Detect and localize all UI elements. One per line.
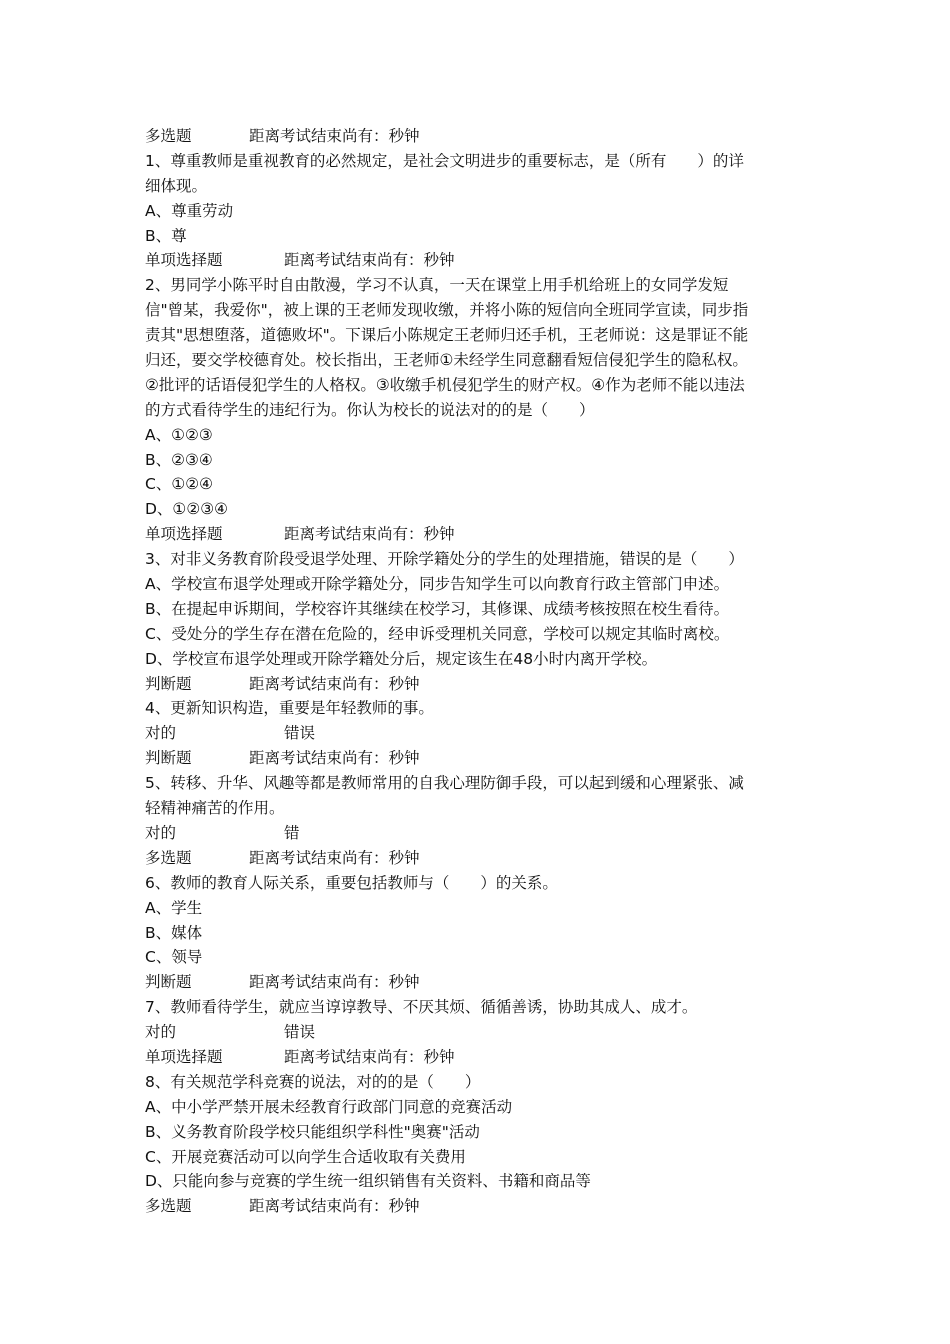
question-type-label: 判断题 — [145, 973, 192, 992]
option-false[interactable]: 错误 — [284, 1023, 316, 1042]
question-type-label: 单项选择题 — [145, 251, 223, 270]
question-text-line: 轻精神痛苦的作用。 — [145, 799, 285, 818]
answer-option[interactable]: C、领导 — [145, 948, 203, 967]
question-text-line: 6、教师的教育人际关系，重要包括教师与（ ）的关系。 — [145, 873, 558, 892]
question-type-header — [145, 846, 805, 871]
question-type-label: 单项选择题 — [145, 525, 223, 544]
answer-option[interactable]: A、学校宣布退学处理或开除学籍处分，同步告知学生可以向教育行政主管部门申述。 — [145, 575, 730, 594]
question-text-line: 7、教师看待学生，就应当谆谆教导、不厌其烦、循循善诱，协助其成人、成才。 — [145, 998, 698, 1017]
question-type-header — [145, 746, 805, 771]
question-type-header — [145, 1194, 805, 1219]
option-true[interactable]: 对的 — [145, 724, 177, 743]
question-type-header — [145, 970, 805, 995]
answer-option[interactable]: B、义务教育阶段学校只能组织学科性"奥赛"活动 — [145, 1122, 480, 1141]
question-text-line: ②批评的话语侵犯学生的人格权。③收缴手机侵犯学生的财产权。④作为老师不能以违法 — [145, 375, 745, 394]
question-text-line: 1、尊重教师是重视教育的必然规定，是社会文明进步的重要标志，是（所有 ）的详 — [145, 151, 744, 170]
exam-timer-text: 距离考试结束尚有：秒钟 — [249, 674, 420, 693]
option-true[interactable]: 对的 — [145, 1023, 177, 1042]
question-text-line: 信"曾某，我爱你"，被上课的王老师发现收缴，并将小陈的短信向全班同学宣读，同步指 — [145, 301, 749, 320]
question-text-line: 的方式看待学生的违纪行为。你认为校长的说法对的的是（ ） — [145, 400, 595, 419]
question-type-label: 判断题 — [145, 749, 192, 768]
question-type-label: 单项选择题 — [145, 1047, 223, 1066]
answer-option[interactable]: B、②③④ — [145, 450, 213, 469]
answer-option[interactable]: D、①②③④ — [145, 500, 229, 519]
question-type-header — [145, 124, 805, 149]
question-text-line: 4、更新知识构造，重要是年轻教师的事。 — [145, 699, 434, 718]
true-false-options — [145, 1020, 805, 1045]
answer-option[interactable]: C、受处分的学生存在潜在危险的，经申诉受理机关同意，学校可以规定其临时离校。 — [145, 624, 730, 643]
answer-option[interactable]: D、学校宣布退学处理或开除学籍处分后，规定该生在48小时内离开学校。 — [145, 649, 658, 668]
question-type-label: 多选题 — [145, 1197, 192, 1216]
answer-option[interactable]: C、开展竞赛活动可以向学生合适收取有关费用 — [145, 1147, 466, 1166]
question-type-label: 多选题 — [145, 127, 192, 145]
exam-timer-text: 距离考试结束尚有：秒钟 — [249, 1197, 420, 1216]
exam-timer-text: 距离考试结束尚有：秒钟 — [284, 1047, 455, 1066]
document-page — [145, 124, 805, 1219]
exam-timer-text: 距离考试结束尚有：秒钟 — [249, 127, 420, 145]
question-type-label: 多选题 — [145, 848, 192, 867]
option-true[interactable]: 对的 — [145, 823, 177, 842]
answer-option[interactable]: C、①②④ — [145, 475, 214, 494]
question-text-line: 责其"思想堕落，道德败坏"。下课后小陈规定王老师归还手机，王老师说：这是罪证不能 — [145, 326, 749, 345]
question-text-line: 5、转移、升华、风趣等都是教师常用的自我心理防御手段，可以起到缓和心理紧张、减 — [145, 774, 744, 793]
answer-option[interactable]: B、在提起申诉期间，学校容许其继续在校学习，其修课、成绩考核按照在校生看待。 — [145, 599, 730, 618]
question-type-header — [145, 522, 805, 547]
question-text-line: 2、男同学小陈平时自由散漫，学习不认真，一天在课堂上用手机给班上的女同学发短 — [145, 276, 729, 295]
exam-timer-text: 距离考试结束尚有：秒钟 — [249, 749, 420, 768]
question-type-header — [145, 248, 805, 273]
true-false-options — [145, 821, 805, 846]
answer-option[interactable]: A、中小学严禁开展未经教育行政部门同意的竞赛活动 — [145, 1097, 513, 1116]
answer-option[interactable]: A、尊重劳动 — [145, 201, 234, 220]
question-type-header — [145, 1045, 805, 1070]
answer-option[interactable]: B、尊 — [145, 226, 187, 245]
exam-timer-text: 距离考试结束尚有：秒钟 — [284, 525, 455, 544]
answer-option[interactable]: A、学生 — [145, 898, 203, 917]
answer-option[interactable]: D、只能向参与竞赛的学生统一组织销售有关资料、书籍和商品等 — [145, 1172, 591, 1191]
question-type-header — [145, 672, 805, 697]
option-false[interactable]: 错 — [284, 823, 300, 842]
exam-timer-text: 距离考试结束尚有：秒钟 — [249, 848, 420, 867]
answer-option[interactable]: A、①②③ — [145, 425, 213, 444]
exam-timer-text: 距离考试结束尚有：秒钟 — [249, 973, 420, 992]
question-type-label: 判断题 — [145, 674, 192, 693]
question-text-line: 细体现。 — [145, 176, 208, 195]
question-text-line: 8、有关规范学科竞赛的说法，对的的是（ ） — [145, 1072, 481, 1091]
answer-option[interactable]: B、媒体 — [145, 923, 203, 942]
option-false[interactable]: 错误 — [284, 724, 316, 743]
true-false-options — [145, 721, 805, 746]
question-text-line: 归还，要交学校德育处。校长指出，王老师①未经学生同意翻看短信侵犯学生的隐私权。 — [145, 351, 748, 370]
exam-timer-text: 距离考试结束尚有：秒钟 — [284, 251, 455, 270]
question-text-line: 3、对非义务教育阶段受退学处理、开除学籍处分的学生的处理措施，错误的是（ ） — [145, 550, 744, 569]
